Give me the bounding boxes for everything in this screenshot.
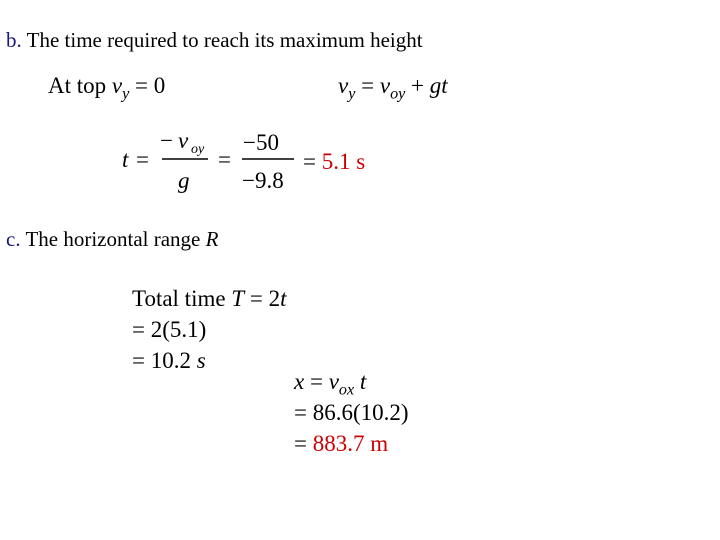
- top-condition-prefix: At top: [48, 73, 112, 98]
- total-time-line-2: = 2(5.1): [132, 317, 207, 342]
- part-c-title: The horizontal range: [25, 227, 206, 251]
- total-time-rest: = 2: [244, 286, 281, 311]
- range-line-3-prefix: =: [294, 431, 313, 456]
- time-result: [303, 149, 365, 175]
- total-time-line-1: [132, 283, 286, 314]
- formula-den-value: −9.8: [242, 168, 284, 193]
- velocity-plus: +: [405, 73, 430, 98]
- total-time-line-3: [132, 345, 286, 376]
- top-condition: [48, 73, 166, 103]
- range-line-2: = 86.6(10.2): [294, 400, 409, 425]
- total-time-block: [132, 283, 286, 376]
- range-t: t: [354, 369, 367, 394]
- top-condition-var: v: [111, 73, 123, 98]
- total-time-prefix: Total time: [132, 286, 232, 311]
- velocity-v-sub: y: [348, 85, 356, 103]
- total-time-t: t: [280, 286, 287, 311]
- total-time-line-3-prefix: = 10.2: [132, 348, 197, 373]
- total-time-unit: s: [196, 348, 206, 373]
- formula-t: t: [122, 147, 129, 172]
- range-v: v: [328, 369, 339, 394]
- range-x: x: [294, 369, 305, 394]
- top-condition-sub: y: [122, 85, 130, 103]
- range-v-sub: ox: [338, 381, 355, 399]
- total-time-T: T: [231, 286, 245, 311]
- part-b-title: The time required to reach its maximum height: [26, 28, 423, 52]
- time-result-value: 5.1 s: [321, 149, 366, 174]
- range-line-3: [294, 428, 409, 459]
- range-line-1: [294, 366, 409, 397]
- velocity-eq-sign: =: [355, 73, 380, 98]
- time-formula: [120, 126, 310, 196]
- part-b-letter: b.: [6, 28, 22, 52]
- part-c-letter: c.: [6, 227, 21, 251]
- velocity-gt: gt: [429, 73, 448, 98]
- range-result-value: 883.7 m: [312, 431, 389, 456]
- part-c-heading: [6, 227, 218, 252]
- part-c-title-var: R: [205, 227, 219, 251]
- formula-den-var: g: [178, 168, 190, 193]
- time-result-eq: =: [303, 149, 322, 174]
- top-condition-rest: = 0: [129, 73, 166, 98]
- velocity-v: v: [338, 73, 349, 98]
- range-block: [294, 366, 409, 459]
- range-eq: =: [304, 369, 329, 394]
- part-b-heading: [6, 28, 423, 53]
- formula-num-value: −50: [243, 130, 279, 155]
- velocity-equation: [338, 73, 448, 103]
- formula-num-var: v: [178, 128, 189, 153]
- velocity-v0: v: [379, 73, 391, 98]
- formula-num-sub: oy: [191, 142, 205, 157]
- formula-num-sign: −: [160, 128, 173, 153]
- velocity-v0-sub: oy: [390, 85, 406, 103]
- formula-equals-1: =: [136, 147, 149, 172]
- formula-equals-2: =: [218, 147, 231, 172]
